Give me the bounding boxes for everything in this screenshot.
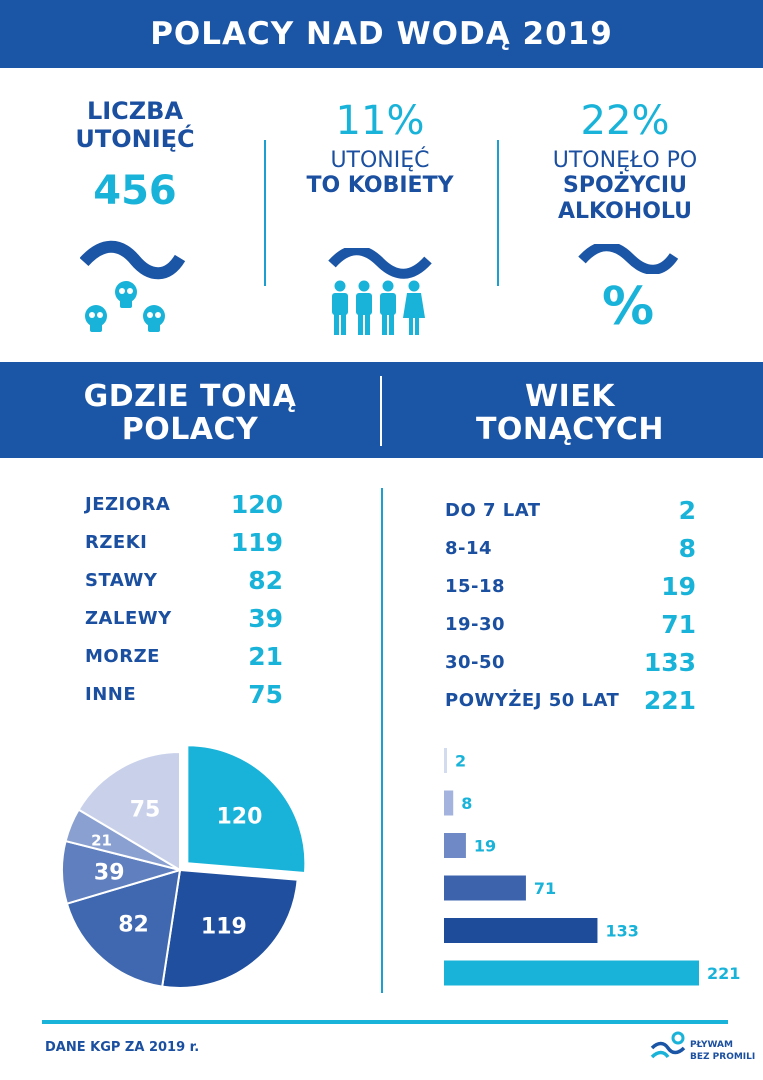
age-bar-label: 221	[707, 964, 741, 983]
where-label: INNE	[85, 684, 137, 705]
age-heading-line2: TONĄCYCH	[475, 412, 665, 447]
wave-people-icon	[328, 248, 432, 340]
percent-icon: %	[601, 277, 655, 337]
where-value: 120	[230, 490, 283, 519]
age-heading-line1: WIEK	[525, 379, 615, 414]
age-value: 19	[661, 572, 696, 601]
footer-line	[42, 1020, 728, 1024]
age-bar	[444, 918, 597, 943]
where-value: 119	[230, 528, 283, 557]
wave-icon	[578, 244, 678, 274]
age-label: 15-18	[445, 576, 506, 597]
where-heading-line1: GDZIE TONĄ	[83, 379, 297, 414]
section-header-divider	[380, 376, 382, 446]
age-heading	[400, 380, 740, 446]
logo-line2: BEZ PROMILI	[690, 1051, 756, 1062]
stat-separator-2	[497, 140, 499, 286]
drownings-label	[60, 98, 210, 153]
age-bar	[444, 791, 453, 816]
age-bar	[444, 961, 699, 986]
age-bar-label: 133	[605, 921, 639, 941]
age-label: 30-50	[445, 652, 506, 673]
alcohol-label-line3: ALKOHOLU	[557, 198, 693, 224]
drownings-label-line1: LICZBA	[86, 97, 184, 125]
age-label: POWYŻEJ 50 LAT	[445, 690, 620, 711]
title-bar	[0, 0, 763, 68]
age-bar-label: 19	[473, 836, 497, 856]
lower-divider	[381, 488, 383, 993]
where-label: ZALEWY	[85, 608, 172, 629]
women-value: 11%	[335, 98, 425, 144]
pie-label: 120	[216, 804, 263, 830]
where-heading-line2: POLACY	[121, 412, 259, 447]
age-value: 2	[678, 496, 696, 525]
alcohol-label	[520, 148, 730, 224]
where-label: STAWY	[85, 570, 158, 591]
where-value: 21	[248, 642, 283, 671]
where-pie-chart	[58, 728, 333, 998]
age-bar-chart	[440, 740, 750, 995]
where-value: 75	[248, 680, 283, 709]
where-heading	[20, 380, 360, 446]
age-value: 221	[643, 686, 696, 715]
age-bar	[444, 876, 526, 901]
where-value: 39	[248, 604, 283, 633]
page-title: POLACY NAD WODĄ 2019	[150, 16, 613, 52]
age-bar-label: 2	[455, 751, 467, 771]
swimmer-logo-icon	[648, 1030, 688, 1062]
age-value: 133	[643, 648, 696, 677]
logo-text	[690, 1040, 755, 1063]
alcohol-label-line2: SPOŻYCIU	[563, 173, 687, 199]
section-header-bar	[0, 362, 763, 458]
pie-label: 75	[129, 797, 161, 823]
drownings-label-line2: UTONIĘĆ	[75, 124, 195, 153]
age-bar-label: 71	[533, 879, 557, 898]
age-label: 19-30	[445, 614, 506, 635]
women-label-line2: TO KOBIETY	[306, 173, 454, 199]
age-label: DO 7 LAT	[445, 500, 541, 521]
pie-label: 119	[200, 914, 247, 940]
age-value: 8	[678, 534, 696, 563]
source-note: DANE KGP ZA 2019 r.	[45, 1040, 200, 1055]
pie-label: 82	[118, 912, 149, 938]
age-bar	[444, 748, 447, 773]
stat-separator-1	[264, 140, 266, 286]
age-value: 71	[661, 610, 696, 639]
where-label: MORZE	[85, 646, 160, 667]
wave-skulls-icon	[80, 240, 190, 340]
logo-line1: PŁYWAM	[690, 1040, 733, 1050]
age-label: 8-14	[445, 538, 493, 559]
alcohol-label-line1: UTONĘŁO PO	[552, 148, 698, 173]
women-label	[280, 148, 480, 199]
women-label-line1: UTONIĘĆ	[330, 148, 430, 173]
age-bar-label: 8	[461, 794, 473, 813]
where-label: JEZIORA	[85, 494, 171, 515]
pie-label: 39	[93, 860, 125, 886]
where-value: 82	[248, 566, 283, 595]
drownings-value: 456	[93, 168, 177, 214]
age-bar	[444, 833, 466, 858]
alcohol-value: 22%	[580, 98, 670, 144]
where-label: RZEKI	[85, 532, 148, 553]
pie-label: 21	[91, 831, 112, 850]
